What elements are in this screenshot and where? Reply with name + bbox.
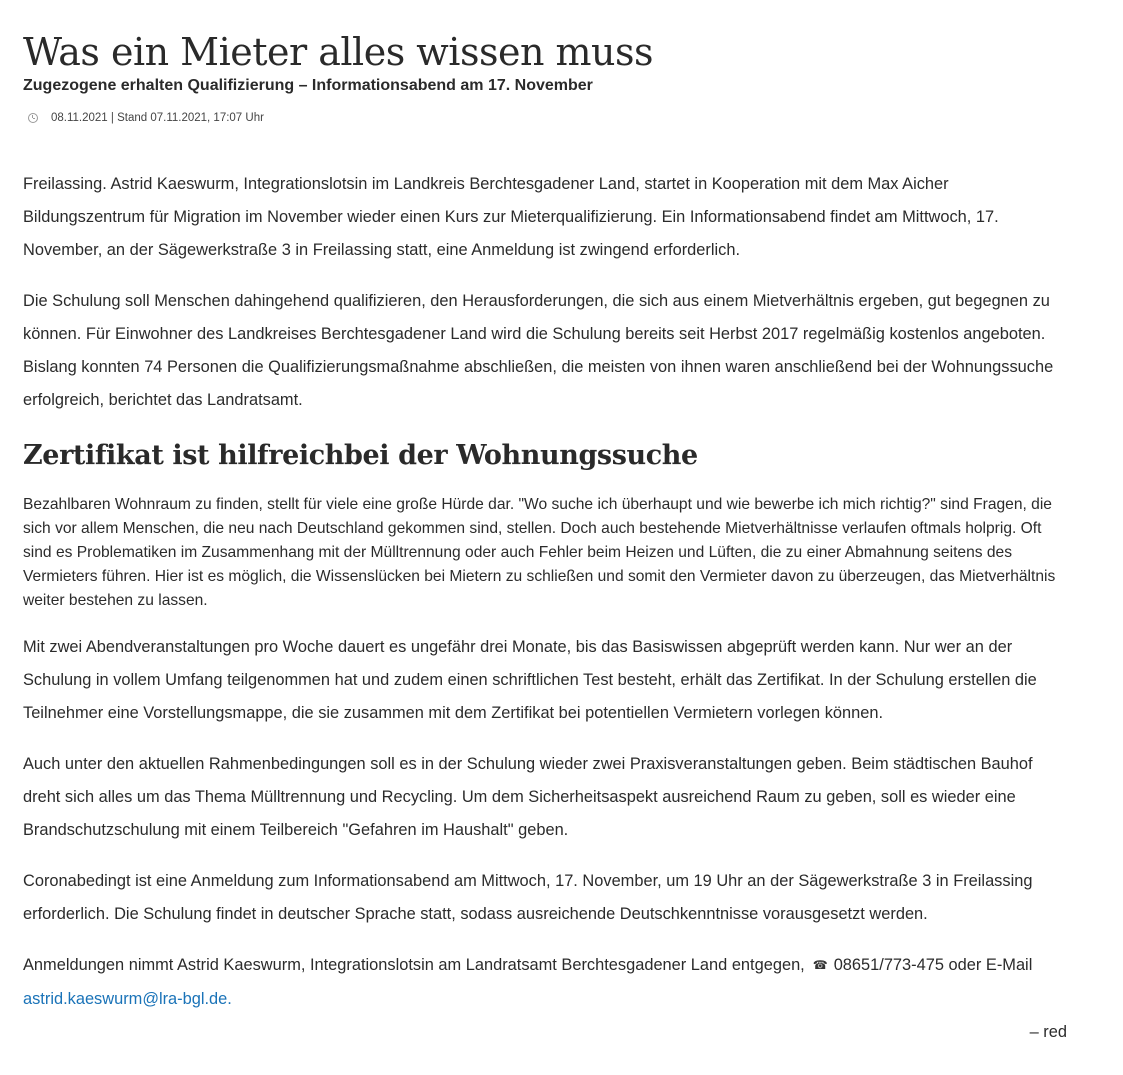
- author-byline: – red: [1029, 1023, 1067, 1041]
- paragraph-contact: [23, 949, 1067, 1016]
- paragraph-body-1: Mit zwei Abendveranstaltungen pro Woche dauert es ungefähr drei Monate, bis das Basiswissen abgeprüft werden kann. Nur wer an der Schulung in vollem Umfang teilgenommen hat und zudem einen schriftlichen Test besteht, erhält das Zertifikat. In der Schulung erstellen die Teilnehmer eine Vorstellungsmappe, die sie zusammen mit dem Zertifikat bei potentiellen Vermietern vorlegen können.: [23, 638, 1037, 722]
- article-subtitle: Zugezogene erhalten Qualifizierung – Informationsabend am 17. November: [23, 77, 593, 94]
- paragraph-body-2: Auch unter den aktuellen Rahmenbedingungen soll es in der Schulung wieder zwei Praxisveranstaltungen geben. Beim städtischen Bauhof dreht sich alles um das Thema Mülltrennung und Recycling. Um dem Sicherheitsaspekt ausreichend Raum zu geben, soll es wieder eine Brandschutzschulung mit einem Teilbereich "Gefahren im Haushalt" geben.: [23, 755, 1033, 839]
- paragraph-intro-2: Die Schulung soll Menschen dahingehend qualifizieren, den Herausforderungen, die sich aus einem Mietverhältnis ergeben, gut begegnen zu können. Für Einwohner des Landkreises Berchtesgadener Land wird die Schulung bereits seit Herbst 2017 regelmäßig kostenlos angeboten. Bislang konnten 74 Personen die Qualifizierungsmaßnahme abschließen, die meisten von ihnen waren anschließend bei der Wohnungssuche erfolgreich, berichtet das Landratsamt.: [23, 292, 1054, 409]
- contact-text-between: oder E-Mail: [943, 956, 1033, 974]
- section-heading: Zertifikat ist hilfreichbei der Wohnungssuche: [23, 440, 698, 471]
- paragraph-intro-1: Freilassing. Astrid Kaeswurm, Integrationslotsin im Landkreis Berchtesgadener Land, startet in Kooperation mit dem Max Aicher Bildungszentrum für Migration im November wieder einen Kurs zur Mieterqualifizierung. Ein Informationsabend findet am Mittwoch, 17. November, an der Sägewerkstraße 3 in Freilassing statt, eine Anmeldung ist zwingend erforderlich.: [23, 175, 999, 259]
- publish-date: 08.11.2021 | Stand 07.11.2021, 17:07 Uhr: [51, 112, 264, 124]
- clock-icon: [28, 113, 38, 123]
- article-meta: [28, 110, 1067, 126]
- phone-icon: ☎: [812, 958, 828, 972]
- email-link[interactable]: astrid.kaeswurm@lra-bgl.de.: [23, 990, 232, 1008]
- paragraph-body-3: Coronabedingt ist eine Anmeldung zum Informationsabend am Mittwoch, 17. November, um 19 Uhr an der Sägewerkstraße 3 in Freilassing erforderlich. Die Schulung findet in deutscher Sprache statt, sodass ausreichende Deutschkenntnisse vorausgesetzt werden.: [23, 872, 1033, 923]
- article-title: Was ein Mieter alles wissen muss: [23, 30, 653, 74]
- contact-phone[interactable]: 08651/773-475: [833, 956, 944, 974]
- paragraph-compact: Bezahlbaren Wohnraum zu finden, stellt für viele eine große Hürde dar. "Wo suche ich überhaupt und wie bewerbe ich mich richtig?" sind Fragen, die sich vor allem Menschen, die neu nach Deutschland gekommen sind, stellen. Doch auch bestehende Mietverhältnisse verlaufen oftmals holprig. Oft sind es Problematiken im Zusammenhang mit der Mülltrennung oder auch Fehler beim Heizen und Lüften, die zu einer Abmahnung seitens des Vermieters führen. Hier ist es möglich, die Wissenslücken bei Mietern zu schließen und somit den Vermieter davon zu überzeugen, das Mietverhältnis weiter bestehen zu lassen.: [23, 496, 1056, 609]
- article-body: [23, 168, 1067, 1049]
- contact-text: Anmeldungen nimmt Astrid Kaeswurm, Integrationslotsin am Landratsamt Berchtesgadener Land entgegen,: [23, 956, 805, 974]
